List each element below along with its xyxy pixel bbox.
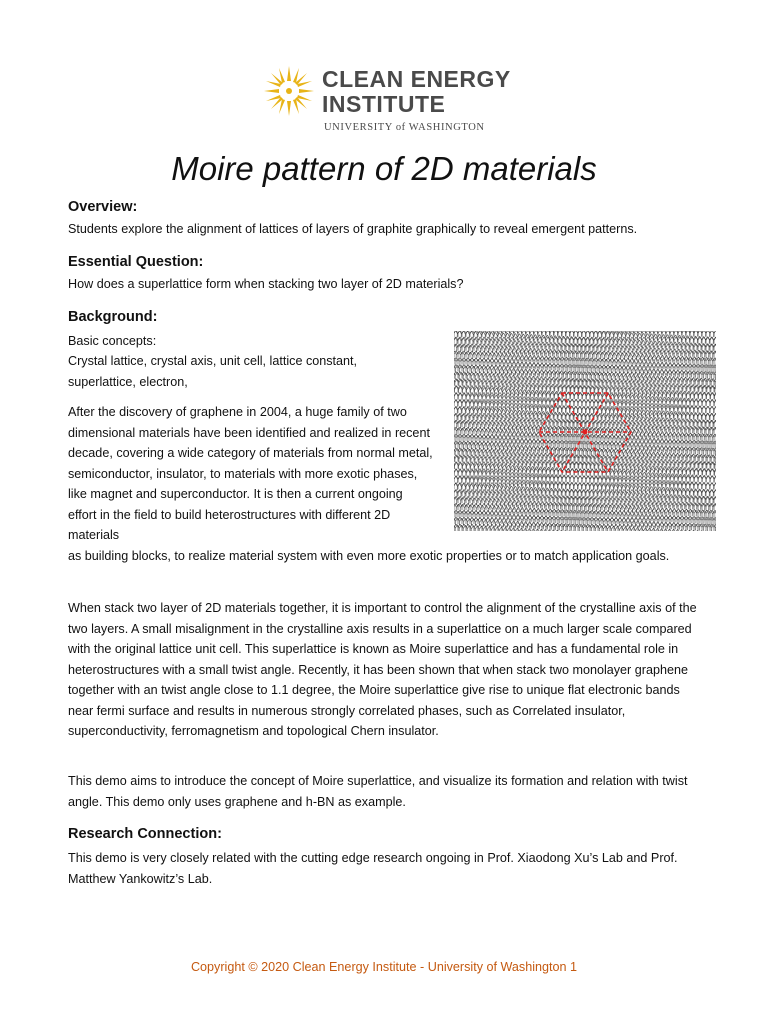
essential-question-heading: Essential Question: (68, 254, 204, 270)
research-connection-text: This demo is very closely related with the cutting edge research ongoing in Prof. Xiaodong Xu’s Lab and Prof. Matthew Yankowitz’s Lab. (68, 851, 678, 886)
page-title: Moire pattern of 2D materials (171, 150, 597, 187)
page-footer: Copyright © 2020 Clean Energy Institute - University of Washington 1 (190, 960, 578, 974)
overview-heading: Overview: (68, 199, 138, 215)
overview-text: Students explore the alignment of lattices of layers of graphite graphically to reveal emergent patterns. (68, 222, 638, 236)
background-paragraph-2: When stack two layer of 2D materials together, it is important to control the alignment of the crystalline axis of the two layers. A small misalignment in the crystalline axis results in a superlattice on a much larger scale compared with the original lattice unit cell. This superlattice is known as Moire superlattice and has a fundamental role in heterostructures with a small twist angle. Recently, it has been shown that when stack two monolayer graphene together with an twist angle close to 1.1 degree, the Moire superlattice give rise to unique flat electronic bands near fermi surface and results in numerous strongly correlated phases, such as Correlated insulator, superconductivity, ferromagnetism and topological Chern insulator. (68, 601, 697, 738)
logo-line-2: INSTITUTE (322, 91, 446, 117)
clean-energy-institute-logo (262, 62, 522, 142)
background-paragraph-1-continued: as building blocks, to realize material system with even more exotic properties or to match application goals. (68, 549, 670, 563)
background-paragraph-1: After the discovery of graphene in 2004, a huge family of two dimensional materials have been identified and realized in recent decade, covering a wide category of materials from normal metal, semiconductor, insulator, to materials with more exotic phases, like magnet and superconductor. It is then a current ongoing effort in the field to build heterostructures with different 2D materials (68, 405, 433, 542)
research-connection-heading: Research Connection: (68, 826, 222, 842)
essential-question-text: How does a superlattice form when stacking two layer of 2D materials? (68, 277, 464, 291)
basic-concepts-list: Crystal lattice, crystal axis, unit cell, lattice constant, superlattice, electron, (68, 354, 358, 389)
logo-line-3: UNIVERSITY of WASHINGTON (324, 122, 485, 133)
sun-burst-icon (262, 64, 316, 118)
background-heading: Background: (68, 309, 158, 325)
basic-concepts-label: Basic concepts: (68, 334, 157, 348)
moire-pattern-figure (448, 323, 720, 540)
logo-line-1: CLEAN ENERGY (322, 66, 511, 92)
background-paragraph-3: This demo aims to introduce the concept of Moire superlattice, and visualize its formation and relation with twist angle. This demo only uses graphene and h-BN as example. (68, 774, 688, 809)
